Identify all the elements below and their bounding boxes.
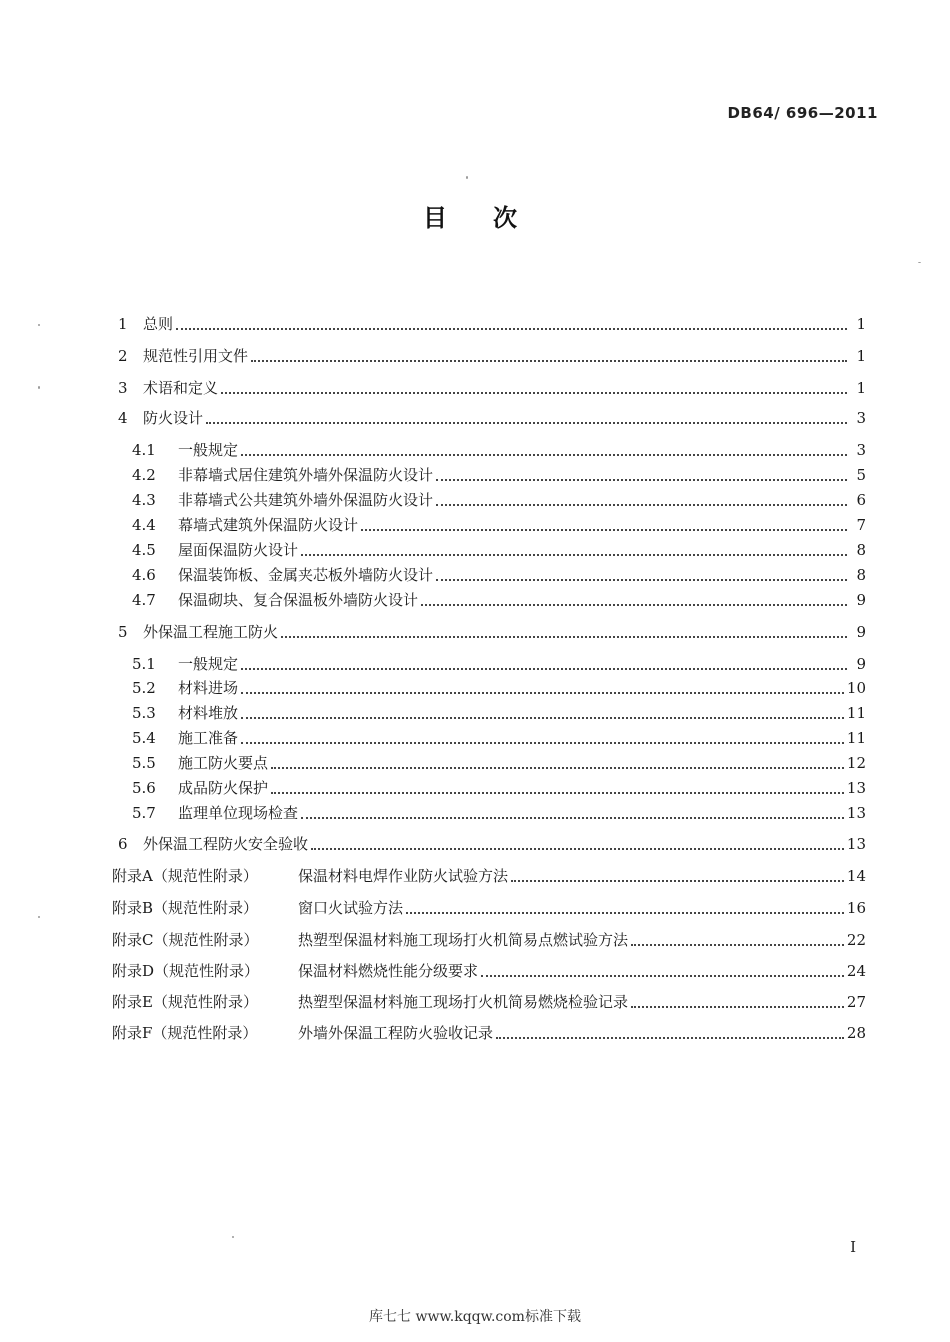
toc-entry[interactable] (0, 988, 866, 1012)
toc-entry[interactable] (0, 1019, 866, 1043)
toc-entry-number: 2 (118, 347, 128, 365)
toc-entry-page: 3 (856, 441, 866, 459)
toc-entry-number: 附录C（规范性附录） (112, 931, 259, 949)
toc-leader-dots (496, 1036, 844, 1039)
toc-entry-label: 屋面保温防火设计 (178, 541, 299, 559)
toc-leader-dots (241, 453, 847, 456)
toc-entry-label: 非幕墙式公共建筑外墙外保温防火设计 (178, 491, 434, 509)
toc-entry-number: 4.6 (132, 566, 156, 584)
toc-entry-label: 施工准备 (178, 729, 239, 747)
toc-leader-dots (251, 359, 847, 362)
toc-entry[interactable] (0, 894, 866, 918)
toc-entry-page: 13 (846, 835, 866, 853)
toc-entry[interactable] (0, 862, 866, 886)
toc-entry-page: 6 (856, 491, 866, 509)
toc-entry-label: 成品防火保护 (178, 779, 269, 797)
scan-speck (918, 262, 921, 263)
toc-entry-page: 16 (846, 899, 866, 917)
toc-leader-dots (631, 1005, 844, 1008)
doc-code: DB64/ 696—2011 (727, 104, 878, 122)
toc-leader-dots (241, 691, 844, 694)
toc-entry-number: 1 (118, 315, 128, 333)
toc-entry[interactable] (0, 774, 866, 798)
toc-entry-label: 监理单位现场检查 (178, 804, 299, 822)
toc-entry-label: 保温装饰板、金属夹芯板外墙防火设计 (178, 566, 434, 584)
toc-entry[interactable] (0, 799, 866, 823)
toc-entry-page: 1 (856, 347, 866, 365)
toc-leader-dots (241, 741, 844, 744)
toc-entry-page: 28 (846, 1024, 866, 1042)
scan-speck (38, 386, 40, 389)
toc-leader-dots (241, 716, 844, 719)
toc-leader-dots (311, 847, 844, 850)
toc-entry-label: 外保温工程施工防火 (143, 623, 279, 641)
toc-leader-dots (421, 603, 847, 606)
toc-entry-page: 9 (856, 623, 866, 641)
toc-entry-label: 热塑型保温材料施工现场打火机简易点燃试验方法 (298, 931, 629, 949)
toc-entry-label: 总则 (143, 315, 174, 333)
page-number: I (850, 1238, 856, 1256)
toc-entry-label: 外保温工程防火安全验收 (143, 835, 309, 853)
toc-entry-page: 7 (856, 516, 866, 534)
toc-entry-number: 附录E（规范性附录） (112, 993, 258, 1011)
toc-entry-number: 5.1 (132, 655, 156, 673)
toc-entry-label: 热塑型保温材料施工现场打火机简易燃烧检验记录 (298, 993, 629, 1011)
toc-entry-page: 3 (856, 409, 866, 427)
toc-entry-number: 4.7 (132, 591, 156, 609)
toc-leader-dots (631, 943, 844, 946)
toc-entry-page: 1 (856, 379, 866, 397)
toc-entry-page: 13 (846, 804, 866, 822)
toc-entry[interactable] (0, 374, 866, 398)
toc-entry-number: 5.6 (132, 779, 156, 797)
toc-entry-number: 3 (118, 379, 128, 397)
toc-entry[interactable] (0, 511, 866, 535)
toc-entry[interactable] (0, 618, 866, 642)
toc-entry-label: 外墙外保温工程防火验收记录 (298, 1024, 494, 1042)
toc-entry[interactable] (0, 749, 866, 773)
toc-entry-label: 施工防火要点 (178, 754, 269, 772)
toc-leader-dots (221, 391, 847, 394)
toc-entry-page: 5 (856, 466, 866, 484)
scan-speck (232, 1236, 234, 1238)
toc-entry-number: 5 (118, 623, 128, 641)
toc-entry-page: 10 (846, 679, 866, 697)
toc-entry-label: 非幕墙式居住建筑外墙外保温防火设计 (178, 466, 434, 484)
toc-entry-label: 一般规定 (178, 441, 239, 459)
toc-entry-label: 窗口火试验方法 (298, 899, 404, 917)
scan-speck (466, 176, 468, 179)
toc-entry-label: 防火设计 (143, 409, 204, 427)
toc-entry-page: 9 (856, 591, 866, 609)
toc-entry-label: 术语和定义 (143, 379, 219, 397)
toc-entry-number: 附录F（规范性附录） (112, 1024, 258, 1042)
toc-leader-dots (176, 327, 847, 330)
toc-entry-page: 11 (846, 704, 866, 722)
toc-leader-dots (241, 667, 847, 670)
toc-leader-dots (281, 635, 847, 638)
toc-entry[interactable] (0, 586, 866, 610)
toc-entry-label: 保温材料电焊作业防火试验方法 (298, 867, 509, 885)
toc-entry-page: 8 (856, 566, 866, 584)
toc-entry[interactable] (0, 724, 866, 748)
toc-entry-page: 11 (846, 729, 866, 747)
toc-entry-number: 附录A（规范性附录） (112, 867, 258, 885)
toc-entry-number: 4.2 (132, 466, 156, 484)
toc-entry[interactable] (0, 404, 866, 428)
toc-entry[interactable] (0, 830, 866, 854)
toc-entry-number: 4 (118, 409, 128, 427)
toc-entry-label: 一般规定 (178, 655, 239, 673)
toc-entry-number: 6 (118, 835, 128, 853)
toc-entry-label: 材料进场 (178, 679, 239, 697)
toc-entry-number: 附录B（规范性附录） (112, 899, 259, 917)
toc-entry-label: 幕墙式建筑外保温防火设计 (178, 516, 359, 534)
toc-entry-number: 5.7 (132, 804, 156, 822)
toc-entry-page: 12 (846, 754, 866, 772)
toc-entry-number: 5.2 (132, 679, 156, 697)
toc-entry-page: 22 (846, 931, 866, 949)
toc-entry-page: 9 (856, 655, 866, 673)
toc-leader-dots (361, 528, 847, 531)
scan-speck (38, 324, 40, 326)
toc-entry[interactable] (0, 650, 866, 674)
scan-speck (38, 916, 40, 918)
toc-leader-dots (406, 911, 844, 914)
toc-entry-number: 4.1 (132, 441, 156, 459)
toc-entry-label: 材料堆放 (178, 704, 239, 722)
toc-leader-dots (301, 553, 847, 556)
toc-entry[interactable] (0, 342, 866, 366)
toc-entry[interactable] (0, 536, 866, 560)
toc-entry-page: 27 (846, 993, 866, 1011)
toc-leader-dots (206, 421, 847, 424)
toc-entry-page: 1 (856, 315, 866, 333)
toc-leader-dots (511, 879, 844, 882)
toc-entry-number: 4.4 (132, 516, 156, 534)
toc-entry[interactable] (0, 674, 866, 698)
toc-entry-number: 附录D（规范性附录） (112, 962, 260, 980)
toc-leader-dots (436, 503, 847, 506)
toc-entry-page: 24 (846, 962, 866, 980)
toc-entry[interactable] (0, 461, 866, 485)
toc-entry[interactable] (0, 486, 866, 510)
toc-entry-number: 4.3 (132, 491, 156, 509)
toc-entry[interactable] (0, 926, 866, 950)
toc-leader-dots (481, 974, 844, 977)
toc-leader-dots (271, 766, 844, 769)
toc-entry-page: 14 (846, 867, 866, 885)
toc-entry-label: 保温砌块、复合保温板外墙防火设计 (178, 591, 419, 609)
toc-entry-page: 13 (846, 779, 866, 797)
toc-entry[interactable] (0, 699, 866, 723)
toc-entry-number: 5.3 (132, 704, 156, 722)
page-title: 目次 (423, 204, 563, 232)
toc-entry-page: 8 (856, 541, 866, 559)
toc-entry-number: 5.4 (132, 729, 156, 747)
toc-entry-label: 保温材料燃烧性能分级要求 (298, 962, 479, 980)
toc-leader-dots (436, 478, 847, 481)
toc-entry-number: 5.5 (132, 754, 156, 772)
toc-leader-dots (271, 791, 844, 794)
toc-entry-number: 4.5 (132, 541, 156, 559)
footer-watermark: 库七七 www.kqqw.com标准下载 (369, 1309, 581, 1325)
toc-leader-dots (436, 578, 847, 581)
toc-entry[interactable] (0, 561, 866, 585)
toc-leader-dots (301, 816, 844, 819)
toc-entry[interactable] (0, 436, 866, 460)
toc-entry[interactable] (0, 957, 866, 981)
toc-entry[interactable] (0, 310, 866, 334)
toc-entry-label: 规范性引用文件 (143, 347, 249, 365)
